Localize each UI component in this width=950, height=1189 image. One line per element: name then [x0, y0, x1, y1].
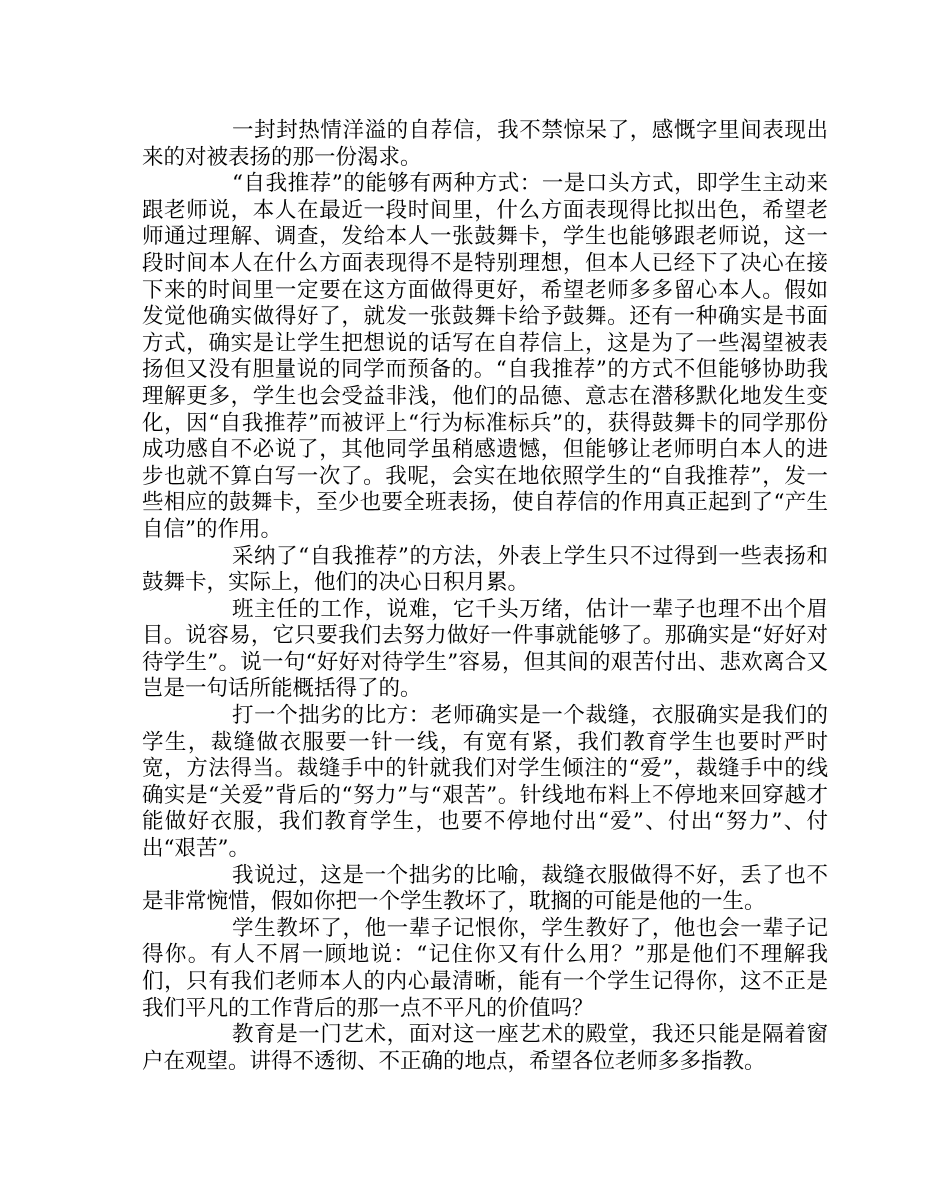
- paragraph-clumsy-metaphor: 我说过，这是一个拙劣的比喻，裁缝衣服做得不好，丢了也不是非常惋惜，假如你把一个学生教坏了，耽搁的可能是他的一生。: [142, 862, 828, 915]
- document-page: [142, 118, 828, 1075]
- paragraph-education-art: 教育是一门艺术，面对这一座艺术的殿堂，我还只能是隔着窗户在观望。讲得不透彻、不正确的地点，希望各位老师多多指教。: [142, 1022, 828, 1074]
- paragraph-adopting-method: 采纳了“自我推荐”的方法，外表上学生只不过得到一些表扬和鼓舞卡，实际上，他们的决心日积月累。: [142, 543, 828, 596]
- paragraph-self-recommendation-letters: 一封封热情洋溢的自荐信，我不禁惊呆了，感慨字里间表现出来的对被表扬的那一份渴求。: [142, 118, 828, 170]
- paragraph-head-teacher-work: 班主任的工作，说难，它千头万绪，估计一辈子也理不出个眉目。说容易，它只要我们去努力做好一件事就能够了。那确实是“好好对待学生”。说一句“好好对待学生”容易，但其间的艰苦付出、悲欢离合又岂是一句话所能概括得了的。: [142, 596, 828, 702]
- paragraph-two-methods: “自我推荐”的能够有两种方式：一是口头方式，即学生主动来跟老师说，本人在最近一段时间里，什么方面表现得比拟出色，希望老师通过理解、调查，发给本人一张鼓舞卡，学生也能够跟老师说，这一段时间本人在什么方面表现得不是特别理想，但本人已经下了决心在接下来的时间里一定要在这方面做得更好，希望老师多多留心本人。假如发觉他确实做得好了，就发一张鼓舞卡给予鼓舞。还有一种确实是书面方式，确实是让学生把想说的话写在自荐信上，这是为了一些渴望被表扬但又没有胆量说的同学而预备的。“自我推荐”的方式不但能够协助我理解更多，学生也会受益非浅，他们的品德、意志在潜移默化地发生变化，因“自我推荐”而被评上“行为标准标兵”的，获得鼓舞卡的同学那份成功感自不必说了，其他同学虽稍感遗憾，但能够让老师明白本人的进步也就不算白写一次了。我呢，会实在地依照学生的“自我推荐”，发一些相应的鼓舞卡，至少也要全班表扬，使自荐信的作用真正起到了“产生自信”的作用。: [142, 171, 828, 542]
- paragraph-students-remember: 学生教坏了，他一辈子记恨你，学生教好了，他也会一辈子记得你。有人不屑一顾地说：“记住你又有什么用？”那是他们不理解我们，只有我们老师本人的内心最清晰，能有一个学生记得你，这不正是我们平凡的工作背后的那一点不平凡的价值吗？: [142, 915, 828, 1021]
- paragraph-tailor-metaphor: 打一个拙劣的比方：老师确实是一个裁缝，衣服确实是我们的学生，裁缝做衣服要一针一线，有宽有紧，我们教育学生也要时严时宽，方法得当。裁缝手中的针就我们对学生倾注的“爱”，裁缝手中的线确实是“关爱”背后的“努力”与“艰苦”。针线地布料上不停地来回穿越才能做好衣服，我们教育学生，也要不停地付出“爱”、付出“努力”、付出“艰苦”。: [142, 703, 828, 862]
